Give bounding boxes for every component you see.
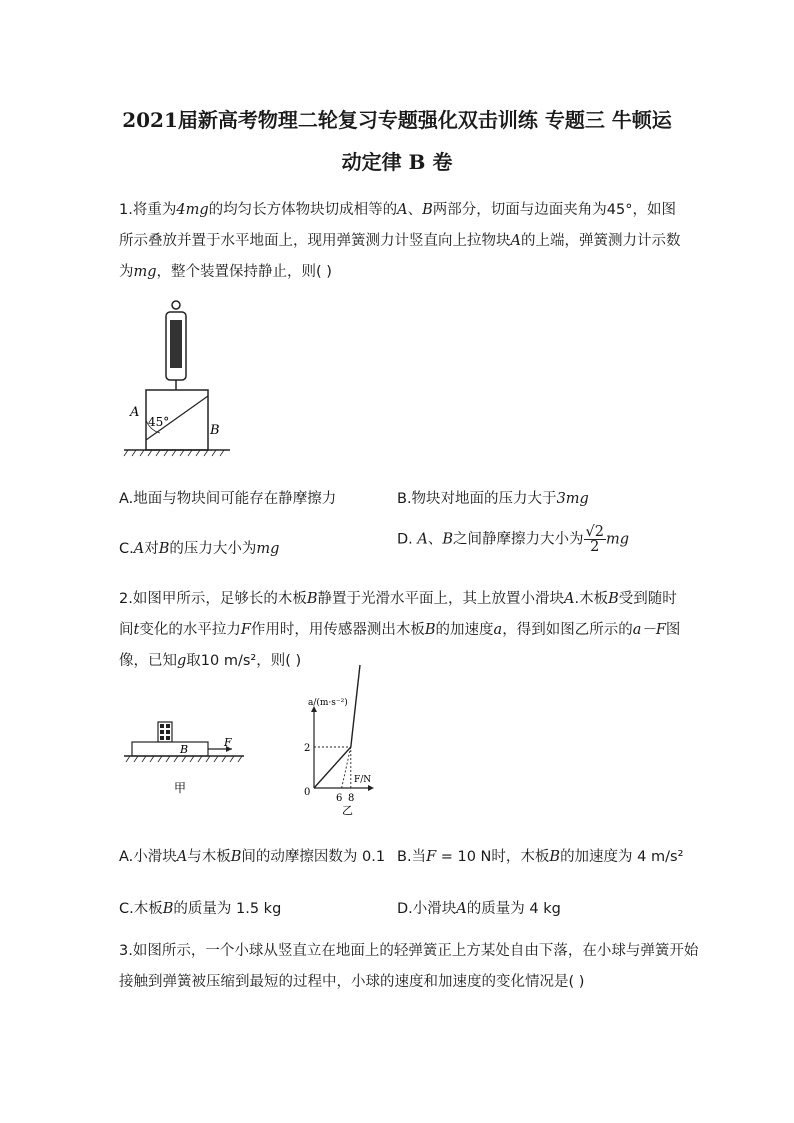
q2-option-a: A.小滑块A与木板B间的动摩擦因数为 0.1 bbox=[119, 849, 386, 865]
q2-option-d: D.小滑块A的质量为 4 kg bbox=[397, 901, 561, 917]
q1-label-b: B bbox=[210, 423, 220, 438]
page-title-line1: 2021届新高考物理二轮复习专题强化双击训练 专题三 牛顿运 bbox=[122, 108, 672, 132]
q1-option-d: D. A、B之间静摩擦力大小为 $\frac{√2}{2}$ mg bbox=[397, 524, 630, 555]
q2-figure-label-b: B bbox=[180, 743, 189, 756]
chart-x-label: F/N bbox=[354, 775, 372, 785]
q2-option-c: C.木板B的质量为 1.5 kg bbox=[119, 901, 282, 917]
q1-option-a: A.地面与物块间可能存在静摩擦力 bbox=[119, 491, 337, 507]
chart-x-tick-1: 6 bbox=[336, 793, 343, 804]
q2-option-b: B.当F = 10 N时，木板B的加速度为 4 m/s² bbox=[397, 849, 684, 865]
q1-option-b: B.物块对地面的压力大于3mg bbox=[397, 491, 589, 507]
chart-series-segment-0 bbox=[314, 747, 351, 788]
question-1-stem: 1.将重为4mg的均匀长方体物块切成相等的A、B两部分，切面与边面夹角为45°，如图所示叠放并置于水平地面上，现用弹簧测力计竖直向上拉物块A的上端，弹簧测力计示数为mg，整个装置保持静止，则( ) bbox=[119, 202, 681, 280]
page-title-line2: 动定律 B 卷 bbox=[341, 150, 453, 174]
q2-figure-jia-caption: 甲 bbox=[174, 781, 187, 795]
question-3-line2: 接触到弹簧被压缩到最短的过程中，小球的速度和加速度的变化情况是( ) bbox=[119, 974, 585, 990]
chart-x-tick-2: 8 bbox=[348, 793, 355, 804]
chart-series-segment-1 bbox=[351, 665, 360, 747]
chart-x-tick-0: 0 bbox=[304, 787, 311, 798]
question-3-line1: 3.如图所示，一个小球从竖直立在地面上的轻弹簧正上方某处自由下落，在小球与弹簧开始 bbox=[119, 943, 699, 959]
q1-figure bbox=[120, 300, 230, 460]
q2-chart-yi bbox=[296, 698, 376, 817]
question-3-stem bbox=[119, 936, 699, 998]
chart-caption-yi: 乙 bbox=[342, 804, 353, 817]
q1-option-d-fraction: $\frac{√2}{2}$ bbox=[585, 524, 604, 555]
chart-y-label: a/(m·s⁻²) bbox=[308, 698, 348, 708]
q2-figure-label-f: F bbox=[224, 736, 232, 749]
chart-y-tick-0: 2 bbox=[304, 743, 311, 754]
q1-angle-label: 45° bbox=[148, 415, 170, 429]
q2-figure-jia bbox=[124, 718, 244, 798]
chart-x-arrow bbox=[368, 785, 374, 791]
q1-label-a: A bbox=[130, 405, 140, 420]
question-2-stem: 2.如图甲所示，足够长的木板B静置于光滑水平面上，其上放置小滑块A.木板B受到随时间t变化的水平拉力F作用时，用传感器测出木板B的加速度a，得到如图乙所示的a－F图像，已知g取10 m/s²，则( ) bbox=[119, 591, 681, 669]
q1-option-c: C.A对B的压力大小为mg bbox=[119, 541, 280, 557]
